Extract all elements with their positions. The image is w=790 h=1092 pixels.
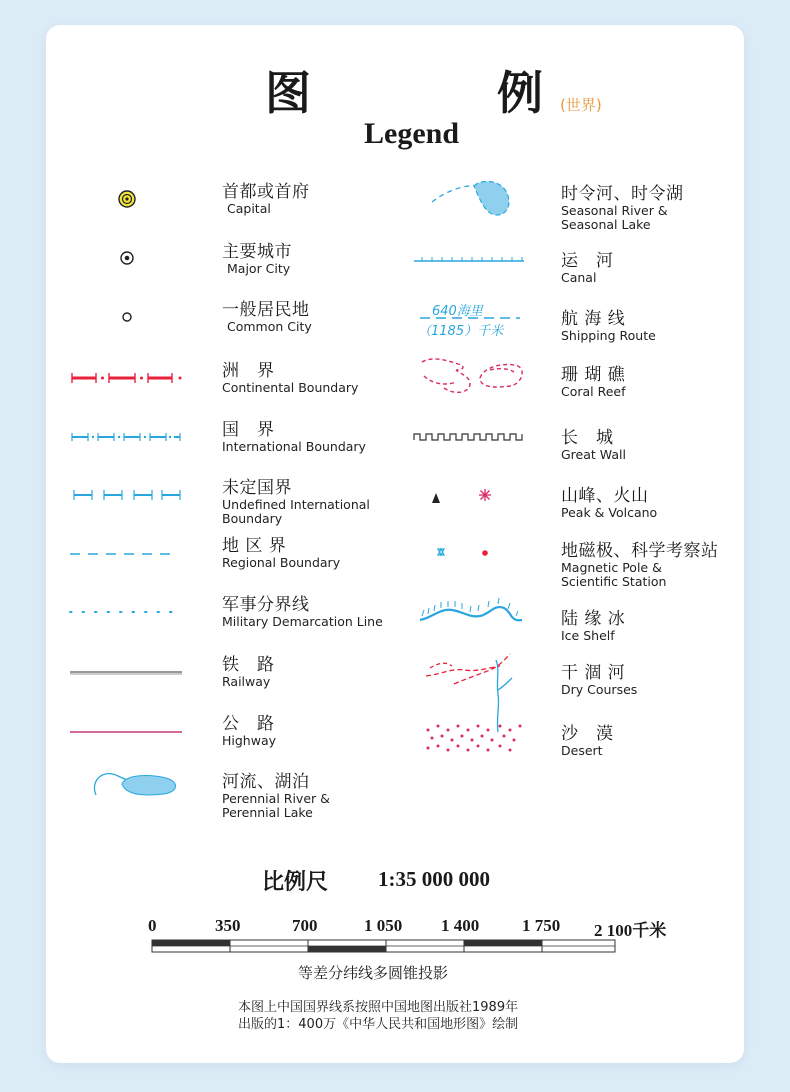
- title-subtitle: (世界): [560, 96, 602, 114]
- legend-symbols: [60, 170, 740, 850]
- great-wall-line: [414, 434, 522, 440]
- legend-label-cn: 珊 瑚 礁: [561, 365, 626, 385]
- legend-label-en: Capital: [227, 201, 271, 216]
- legend-label-cn: 沙 漠: [561, 724, 614, 744]
- legend-label-en: Undefined International: [222, 497, 370, 512]
- scale-title: 比例尺: [262, 869, 329, 895]
- legend-label-en: Railway: [222, 674, 271, 689]
- legend-label-cn: 山峰、火山: [561, 486, 649, 506]
- legend-label-en: Magnetic Pole &: [561, 560, 662, 575]
- note-line-2: 出版的1：400万《中华人民共和国地形图》绘制: [238, 1017, 519, 1032]
- note-line-1: 本图上中国国界线系按照中国地图出版社1989年: [238, 1000, 519, 1015]
- legend-label-cn: 首都或首府: [222, 182, 310, 202]
- projection-label: 等差分纬线多圆锥投影: [298, 964, 449, 982]
- common-city-icon: [123, 313, 131, 321]
- international-boundary-line: [72, 433, 180, 441]
- title-english: Legend: [364, 117, 460, 150]
- legend-label-cn: 河流、湖泊: [222, 772, 310, 792]
- legend-label-cn: 陆 缘 冰: [561, 609, 626, 629]
- seasonal-river-lake-icon: [432, 181, 509, 215]
- legend-label-en: Ice Shelf: [561, 628, 615, 643]
- shipping-route-kilometers: （1185）千米: [418, 324, 504, 339]
- title-char-2: 例: [497, 66, 543, 120]
- legend-label-en: Dry Courses: [561, 682, 638, 697]
- scale-tick-label: 700: [292, 916, 318, 935]
- river-lake-icon: [94, 774, 175, 795]
- shipping-route-nautical-miles: 640海里: [432, 304, 483, 319]
- legend-label-cn: 干 涸 河: [561, 663, 626, 683]
- legend-label-en: Peak & Volcano: [561, 505, 658, 520]
- legend-label-cn: 铁 路: [222, 655, 275, 675]
- legend-label-en: Coral Reef: [561, 384, 626, 399]
- legend-label-en: Great Wall: [561, 447, 626, 462]
- legend-label-en: Seasonal Lake: [561, 217, 651, 232]
- legend-label-cn: 时令河、时令湖: [561, 184, 684, 204]
- railway-line: [70, 672, 182, 674]
- scale-bar: [150, 938, 620, 958]
- legend-label-cn: 军事分界线: [222, 595, 310, 615]
- legend-label-en: Perennial Lake: [222, 805, 313, 820]
- scale-tick-label: 1 400: [441, 916, 480, 935]
- legend-label-cn: 公 路: [222, 714, 275, 734]
- legend-label-en: International Boundary: [222, 439, 366, 454]
- legend-label-en: Military Demarcation Line: [222, 614, 383, 629]
- major-city-icon: [121, 252, 133, 264]
- magnetic-pole-station-icon: [438, 549, 488, 556]
- coral-reef-icon: [422, 359, 522, 392]
- canal-line: [414, 257, 524, 261]
- scale-tick-label: 2 100千米: [594, 921, 667, 940]
- legend-label-en: Regional Boundary: [222, 555, 341, 570]
- legend-label-en: Boundary: [222, 511, 283, 526]
- legend-label-en: Desert: [561, 743, 603, 758]
- legend-label-cn: 一般居民地: [222, 300, 310, 320]
- scale-tick-label: 1 050: [364, 916, 403, 935]
- legend-label-en: Major City: [227, 261, 291, 276]
- legend-label-cn: 主要城市: [222, 242, 292, 262]
- legend-label-cn: 地磁极、科学考察站: [561, 541, 719, 561]
- scale-tick-label: 350: [215, 916, 241, 935]
- legend-label-cn: 航 海 线: [561, 309, 626, 329]
- legend-label-cn: 国 界: [222, 420, 275, 440]
- legend-label-cn: 长 城: [561, 428, 614, 448]
- dry-courses-icon: [426, 654, 512, 732]
- legend-label-en: Perennial River &: [222, 791, 330, 806]
- legend-label-en: Highway: [222, 733, 277, 748]
- undefined-boundary-line: [74, 490, 180, 500]
- ice-shelf-icon: [420, 598, 522, 620]
- legend-label-en: Scientific Station: [561, 574, 667, 589]
- scale-tick-label: 1 750: [522, 916, 561, 935]
- scale-tick-label: 0: [148, 916, 157, 935]
- title-char-1: 图: [265, 66, 311, 120]
- legend-label-cn: 地 区 界: [222, 536, 287, 556]
- peak-volcano-icon: [432, 489, 491, 503]
- legend-label-cn: 洲 界: [222, 361, 275, 381]
- legend-label-cn: 未定国界: [222, 478, 292, 498]
- scale-ratio: 1:35 000 000: [378, 867, 490, 891]
- legend-label-cn: 运 河: [561, 251, 614, 271]
- legend-label-en: Seasonal River &: [561, 203, 668, 218]
- capital-icon: [119, 191, 135, 207]
- continental-boundary-line: [72, 373, 182, 383]
- legend-label-en: Shipping Route: [561, 328, 656, 343]
- legend-label-en: Common City: [227, 319, 312, 334]
- legend-label-en: Canal: [561, 270, 597, 285]
- legend-label-en: Continental Boundary: [222, 380, 359, 395]
- desert-icon: [427, 725, 522, 752]
